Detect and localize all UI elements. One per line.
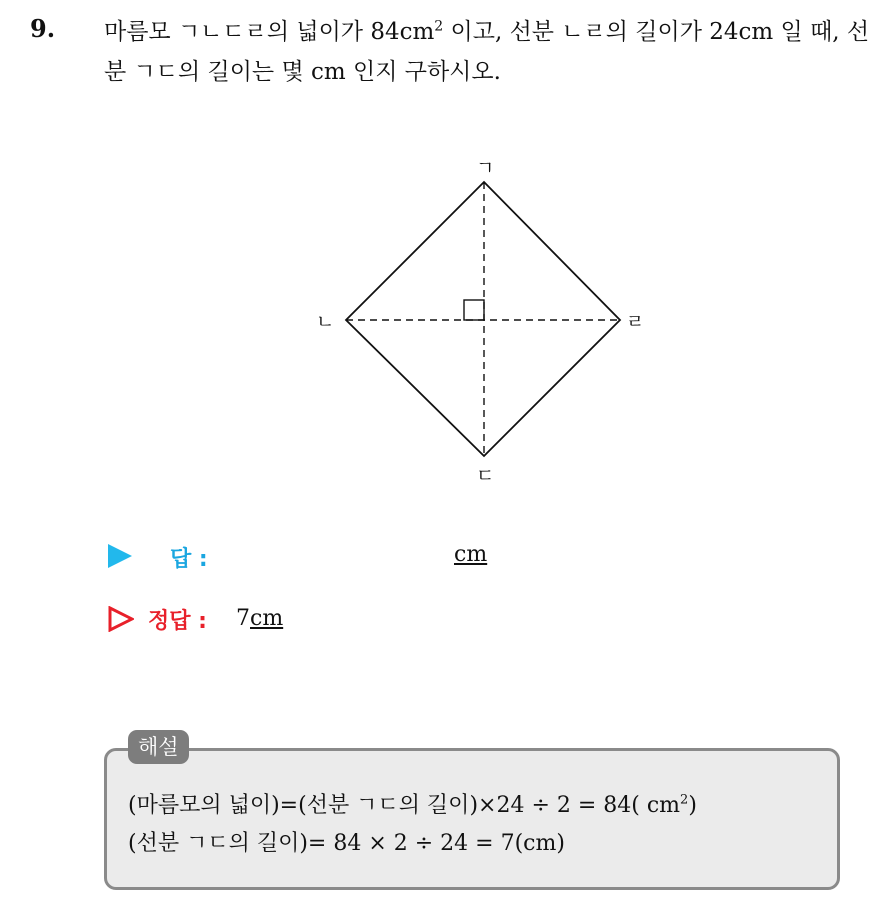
outline-triangle-icon bbox=[108, 606, 134, 632]
explanation-tab: 해설 bbox=[128, 730, 189, 764]
question-superscript: 2 bbox=[434, 18, 444, 35]
question-number: 9. bbox=[30, 14, 56, 43]
answer-row bbox=[108, 540, 608, 576]
explanation-line-1 bbox=[128, 788, 697, 819]
explanation-line-1-end: ) bbox=[688, 793, 697, 818]
vertex-label-top: ㄱ bbox=[476, 157, 495, 179]
correct-answer-number: 7 bbox=[236, 606, 250, 631]
explanation-line-1-superscript: 2 bbox=[680, 792, 689, 808]
explanation-box bbox=[104, 748, 840, 890]
right-angle-mark bbox=[464, 300, 484, 320]
vertex-label-left: ㄴ bbox=[316, 311, 335, 333]
explanation-line-1-main: (마름모의 넓이)=(선분 ㄱㄷ의 길이)×24 ÷ 2 = 84( cm bbox=[128, 793, 681, 818]
answer-label: 답 : bbox=[170, 547, 208, 572]
vertex-label-right: ㄹ bbox=[626, 311, 645, 333]
answer-unit: cm bbox=[454, 542, 488, 567]
question-text-part2: 이고, 선분 ㄴㄹ의 길이가 24cm 일 때, 선분 ㄱㄷ의 길이는 몇 cm 인지 구하시오. bbox=[104, 19, 870, 85]
correct-answer-row bbox=[108, 602, 608, 638]
rhombus-outline bbox=[346, 182, 620, 456]
question-text-part1: 마름모 ㄱㄴㄷㄹ의 넓이가 84cm bbox=[104, 19, 435, 45]
play-triangle-icon bbox=[108, 544, 132, 568]
rhombus-figure bbox=[300, 150, 680, 490]
correct-answer-unit: cm bbox=[250, 606, 284, 631]
correct-answer-label: 정답 : bbox=[148, 609, 207, 634]
rhombus-diagram bbox=[300, 150, 680, 490]
correct-answer-value bbox=[236, 606, 283, 631]
question-text bbox=[104, 12, 874, 92]
vertex-label-bottom: ㄷ bbox=[476, 465, 495, 487]
explanation-line-2: (선분 ㄱㄷ의 길이)= 84 × 2 ÷ 24 = 7(cm) bbox=[128, 831, 565, 856]
